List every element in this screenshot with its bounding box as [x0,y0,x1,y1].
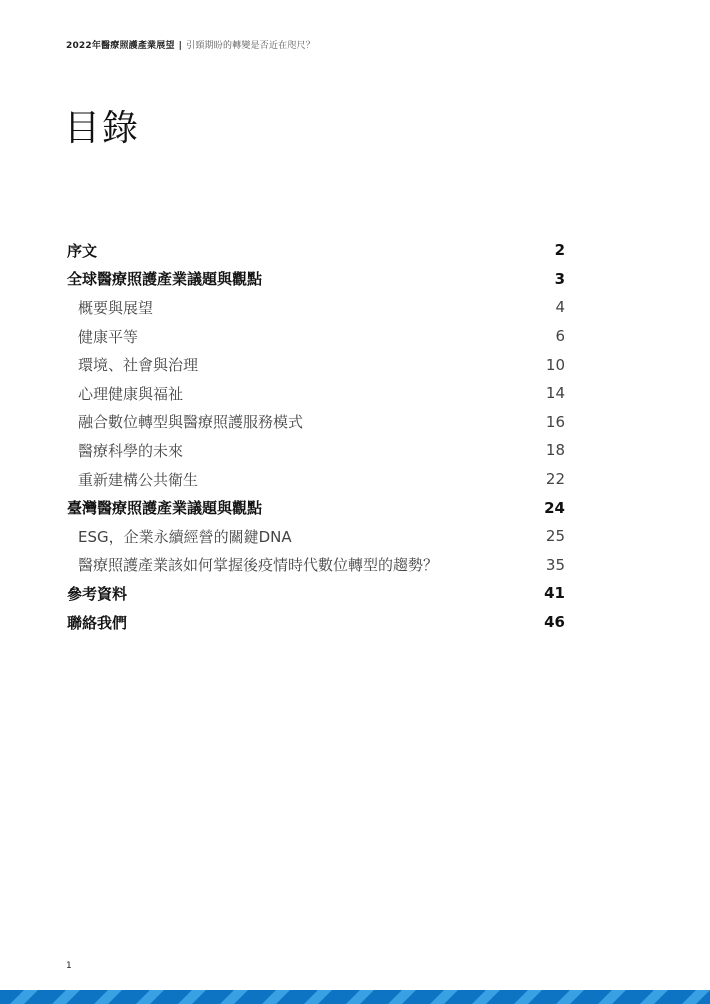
toc-entry-label: 全球醫療照護產業議題與觀點 [67,270,263,289]
toc-subentry[interactable] [67,379,565,408]
page-title: 目錄 [64,108,141,149]
table-of-contents [67,236,565,636]
toc-entry-label: 聯絡我們 [67,613,128,632]
toc-entry-label: 臺灣醫療照護產業議題與觀點 [67,499,263,518]
toc-entry-label: 環境、社會與治理 [78,356,199,375]
toc-entry-label: 醫療科學的未來 [78,441,184,460]
toc-entry[interactable] [67,579,565,608]
toc-entry-page: 22 [545,470,565,489]
report-title: 2022年醫療照護產業展望 [66,41,175,51]
toc-entry-page: 46 [544,613,565,632]
toc-entry-label: 融合數位轉型與醫療照護服務模式 [78,413,304,432]
toc-subentry[interactable] [67,293,565,322]
toc-entry-page: 24 [544,498,565,517]
toc-entry-page: 10 [545,355,565,374]
toc-entry-page: 2 [554,241,565,260]
toc-entry-label: 心理健康與福祉 [78,384,184,403]
toc-entry-label: 序文 [67,241,98,260]
toc-entry-page: 41 [544,584,565,603]
toc-subentry[interactable] [67,465,565,494]
toc-entry[interactable] [67,236,565,265]
toc-entry-label: 健康平等 [78,327,139,346]
page-number: 1 [66,961,72,971]
toc-subentry[interactable] [67,522,565,551]
toc-entry-label: 參考資料 [67,584,128,603]
header-separator: | [178,41,183,51]
toc-subentry[interactable] [67,322,565,351]
report-subtitle: 引頸期盼的轉變是否近在咫尺？ [186,41,315,51]
toc-entry-page: 14 [545,384,565,403]
toc-entry[interactable] [67,493,565,522]
toc-entry-page: 25 [545,527,565,546]
toc-entry[interactable] [67,265,565,294]
toc-entry-page: 4 [555,298,565,317]
toc-subentry[interactable] [67,408,565,437]
toc-entry-label: 醫療照護產業該如何掌握後疫情時代數位轉型的趨勢？ [78,556,439,575]
toc-entry-label: ESG，企業永續經營的關鍵DNA [78,527,292,546]
footer-stripe-band [0,990,710,1004]
toc-subentry[interactable] [67,551,565,580]
toc-entry-page: 3 [554,269,565,288]
toc-entry-page: 16 [545,412,565,431]
toc-entry-page: 18 [545,441,565,460]
toc-entry-page: 35 [545,555,565,574]
toc-subentry[interactable] [67,436,565,465]
toc-subentry[interactable] [67,350,565,379]
toc-entry-label: 重新建構公共衛生 [78,470,199,489]
toc-entry-page: 6 [555,327,565,346]
toc-entry[interactable] [67,608,565,637]
running-header [66,38,315,51]
toc-entry-label: 概要與展望 [78,298,154,317]
